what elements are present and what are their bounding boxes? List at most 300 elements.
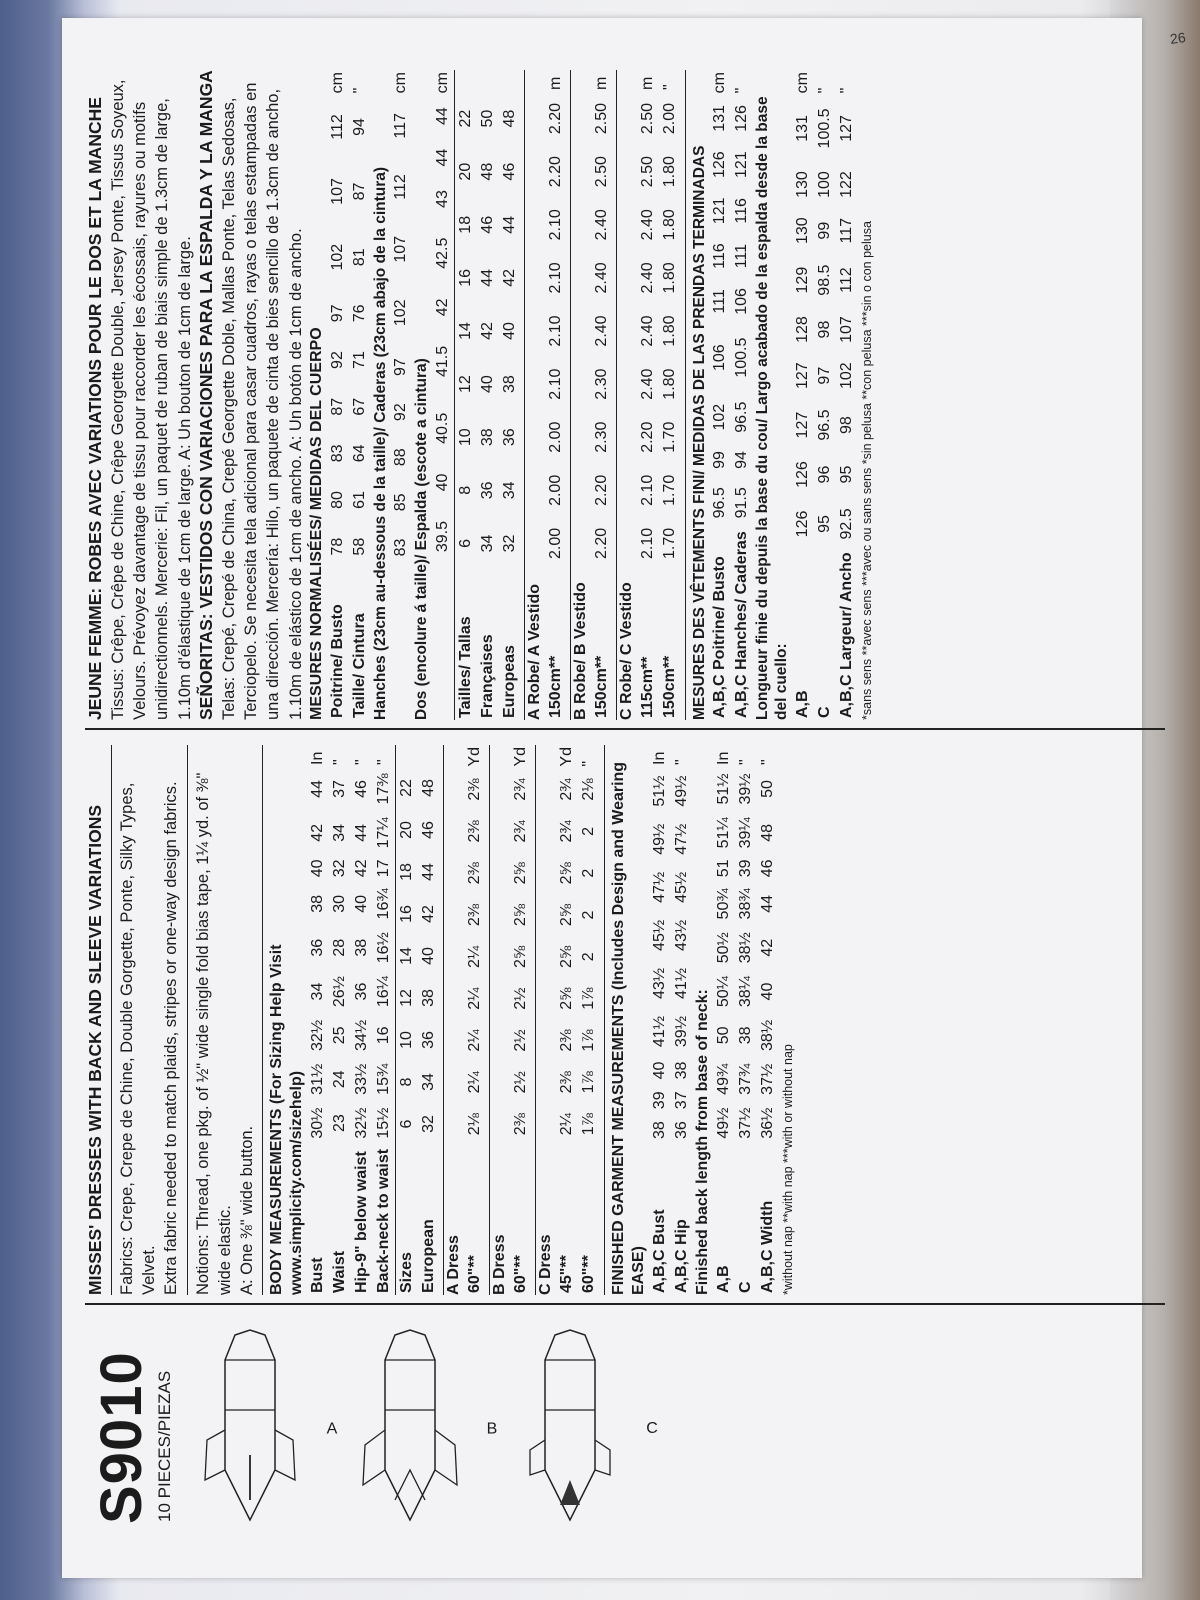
french-spanish-section — [85, 70, 1165, 730]
french-back-length-unit: cm — [793, 72, 811, 94]
english-back-length-cell: 40 — [759, 982, 777, 1001]
french-body-cell: 76 — [350, 304, 368, 323]
french-hip-unit: cm — [392, 72, 410, 94]
french-back-unit: cm — [433, 72, 451, 94]
english-body-cell: 44 — [309, 780, 327, 798]
french-body-cell: 87 — [350, 182, 368, 201]
pattern-header-strip — [85, 1351, 1165, 1530]
english-back-length-cell: 46 — [759, 859, 777, 878]
french-back-length-cell: 100 — [815, 171, 833, 198]
english-body-title: BODY MEASUREMENTS (For Sizing Help Visit www.simplicity.com/sizehelp) — [268, 944, 306, 1295]
english-back-length-cell: 37¾ — [737, 1063, 755, 1095]
english-yardage-cell: 2⅜ — [466, 820, 484, 843]
french-back-length-cell: 127 — [793, 362, 811, 390]
table-row — [814, 70, 836, 720]
french-francaises-cell: 50 — [478, 109, 496, 128]
english-yardage-cell: 2¼ — [466, 987, 484, 1010]
french-yardage-cell: 2.20 — [592, 474, 610, 506]
english-yardage-cell: 2⅝ — [512, 945, 530, 968]
english-back-length-row-label: C — [737, 1281, 755, 1293]
english-european-row-label: European — [420, 1219, 438, 1293]
french-body-cell: 78 — [328, 537, 346, 556]
french-body-cell: 64 — [350, 444, 368, 463]
english-yardage — [443, 745, 600, 1295]
french-europeas-cell: 46 — [500, 162, 518, 181]
english-back-length-cell: 39½ — [737, 773, 755, 805]
french-yardage-view-table — [545, 70, 567, 720]
french-europeas-cell: 32 — [500, 534, 518, 553]
table-row — [545, 70, 567, 720]
english-yardage-cell: 1⅞ — [580, 987, 598, 1010]
french-back-length-cell: 95 — [815, 515, 833, 533]
english-body-cell: 34½ — [353, 1019, 371, 1051]
english-yardage-cell: 2⅜ — [466, 903, 484, 927]
french-finished-cell: 91.5 — [733, 487, 750, 519]
english-back-length-cell: 49¾ — [715, 1063, 733, 1095]
french-finished-cell: 106 — [733, 288, 750, 315]
french-hip-cell: 117 — [392, 113, 410, 139]
french-body-cell: 102 — [328, 243, 346, 271]
english-body-cell: 15¾ — [375, 1063, 393, 1095]
french-sizes-row-label: Tailles/ Tallas — [454, 570, 477, 720]
english-yardage-row-label: 60"** — [512, 1255, 530, 1293]
english-back-length-row-label: A,B — [715, 1265, 733, 1293]
french-sizes-cell: 20 — [454, 145, 477, 198]
english-yardage-view-heading: A Dress — [443, 745, 464, 1295]
english-sizes-cell: 10 — [396, 1019, 419, 1061]
english-body-unit: In — [309, 751, 327, 765]
french-sizes-cell: 14 — [454, 304, 477, 357]
french-francaises-cell: 44 — [478, 269, 496, 287]
english-yardage-row-label: 60"** — [580, 1255, 598, 1293]
english-finished-cell: 49½ — [673, 775, 691, 807]
french-back-length-cell: 98 — [815, 320, 833, 339]
french-yardage-cell: 2.20 — [638, 421, 656, 453]
french-sizes-cell: 12 — [454, 358, 477, 411]
table-row — [713, 745, 735, 1295]
french-europeas-cell: 36 — [500, 428, 518, 447]
english-sizes-row-label: Sizes — [396, 1145, 419, 1295]
french-yardage-cell: 2.00 — [660, 103, 678, 135]
french-sizes-table — [454, 70, 521, 720]
english-body-cell: 16¼ — [375, 975, 393, 1008]
english-yardage-cell: 2 — [580, 952, 598, 962]
french-europeas-row-label: Europeas — [500, 645, 518, 718]
english-yardage-unit: Yd — [512, 747, 530, 767]
english-finished-cell: 41½ — [651, 1015, 669, 1048]
english-notions-a: A: One ⅜" wide button. — [238, 1125, 257, 1295]
english-finished-cell: 36 — [673, 1121, 691, 1139]
english-body-cell: 31½ — [309, 1063, 327, 1095]
french-hip-cell: 83 — [392, 538, 410, 557]
french-yardage-row-label: 150cm** — [546, 655, 564, 718]
french-europeas-cell: 42 — [500, 269, 518, 287]
english-back-length-cell: 38½ — [737, 932, 755, 964]
french-finished-unit: cm — [711, 72, 728, 94]
french-sizes-cell: 10 — [454, 411, 477, 464]
french-hip-cell: 107 — [392, 235, 410, 263]
french-back-length-row-label: A,B,C Largeur/ Ancho — [837, 552, 855, 718]
english-yardage-cell: 2⅝ — [558, 945, 576, 968]
french-yardage-unit: m — [592, 76, 610, 90]
english-body-cell: 40 — [353, 894, 371, 913]
french-yardage-cell: 2.40 — [592, 209, 610, 241]
english-body-cell: 32 — [331, 859, 349, 878]
english-sizes-cell: 6 — [396, 1103, 419, 1145]
french-back-length-row-label: C — [815, 706, 833, 718]
table-row — [735, 745, 757, 1295]
french-title: JEUNE FEMME: ROBES AVEC VARIATIONS POUR LE DOS ET LA MANCHE — [85, 97, 105, 720]
french-body-cell: 107 — [328, 178, 346, 205]
english-back-length-cell: 39¼ — [737, 817, 755, 849]
english-sizes-cell: 16 — [396, 893, 419, 935]
english-body-row-label: Bust — [309, 1257, 327, 1293]
french-hip-cell: 102 — [392, 299, 410, 327]
french-body-cell: 61 — [350, 491, 368, 509]
french-back-cell: 42 — [433, 298, 451, 317]
french-europeas-cell: 44 — [500, 215, 518, 234]
french-yardage-view-table — [637, 70, 681, 720]
english-back-length-cell: 44 — [759, 894, 777, 913]
english-yardage-view-table — [464, 745, 486, 1295]
french-back-length-cell: 122 — [837, 171, 855, 198]
english-yardage-cell: 2¾ — [512, 820, 530, 843]
english-body-cell: 42 — [353, 859, 371, 878]
english-yardage-cell: 1⅞ — [580, 1112, 598, 1136]
french-body-unit: cm — [328, 72, 346, 94]
english-body-cell: 34 — [309, 982, 327, 1001]
english-yardage-cell: 2¼ — [466, 945, 484, 968]
english-body-cell: 32½ — [353, 1107, 371, 1139]
pattern-envelope-back — [85, 60, 1165, 1530]
english-notions: Notions: Thread, one pkg. of ½" wide single fold bias tape, 1¼ yd. of ⅜" wide elastic. — [193, 772, 234, 1295]
english-back-length-cell: 50 — [715, 1026, 733, 1045]
french-yardage-view-heading: B Robe/ B Vestido — [570, 70, 591, 720]
french-hip-cell: 88 — [392, 448, 410, 467]
english-yardage-cell: 2⅜ — [558, 1029, 576, 1052]
english-back-length-unit: In — [715, 751, 733, 765]
french-body-title: MESURES NORMALISÉES/ MEDIDAS DEL CUERPO — [307, 327, 325, 720]
english-body-cell: 44 — [353, 823, 371, 842]
english-body-cell: 28 — [331, 938, 349, 957]
view-b-back-sketch — [355, 1320, 485, 1530]
english-sizes-cell: 14 — [396, 935, 419, 977]
french-back-length-cell: 127 — [837, 115, 855, 142]
table-row — [578, 745, 600, 1295]
french-europeas-cell: 40 — [500, 322, 518, 340]
french-finished-cell: 131 — [711, 105, 728, 132]
english-yardage-cell: 2¼ — [466, 1029, 484, 1052]
english-finished-cell: 45½ — [651, 919, 669, 951]
french-back-length-cell: 102 — [837, 362, 855, 390]
english-yardage-cell: 2⅛ — [580, 778, 598, 801]
english-body-cell: 16 — [375, 1026, 393, 1045]
french-finished-cell: 96.5 — [711, 487, 728, 519]
french-yardage-cell: 2.10 — [546, 262, 564, 294]
english-body-cell: 38 — [309, 894, 327, 913]
french-finished-cell: 126 — [711, 151, 728, 179]
english-yardage-unit: Yd — [558, 747, 576, 767]
french-back-length-cell: 97 — [815, 366, 833, 385]
french-back-cell: 44 — [433, 148, 451, 167]
french-body-unit: " — [350, 87, 368, 94]
french-back-length-cell: 98.5 — [815, 264, 833, 296]
english-body-cell: 17¼ — [375, 817, 393, 849]
view-b-label: B — [486, 1420, 498, 1438]
english-back-length-row-label: A,B,C Width — [759, 1200, 777, 1293]
french-back-length-cell: 95 — [837, 465, 855, 484]
french-back-length-cell: 117 — [837, 217, 855, 244]
french-body-cell: 80 — [328, 491, 346, 509]
french-yardage-cell: 2.40 — [638, 209, 656, 241]
english-fabrics-note: Extra fabric needed to match plaids, stripes or one-way design fabrics. — [162, 781, 181, 1295]
french-yardage-cell: 2.40 — [638, 262, 656, 294]
french-sizes-cell: 18 — [454, 198, 477, 251]
english-yardage-cell: 1⅞ — [580, 1071, 598, 1094]
french-yardage-cell: 2.10 — [638, 527, 656, 560]
french-body-cell: 112 — [328, 114, 346, 140]
french-francaises-cell: 38 — [478, 428, 496, 447]
french-finished-cell: 100.5 — [733, 337, 750, 378]
french-yardage-cell: 1.80 — [660, 262, 678, 294]
french-body-cell: 71 — [350, 351, 368, 369]
french-finished-table — [709, 70, 753, 720]
french-yardage-cell: 1.80 — [660, 315, 678, 347]
english-yardage-cell: 2¼ — [558, 1112, 576, 1136]
english-footnote: *without nap **with nap ***with or without nap — [781, 1044, 796, 1295]
english-body-unit: " — [353, 759, 371, 765]
english-yardage-cell: 2⅛ — [466, 1112, 484, 1136]
english-body-cell: 17 — [375, 859, 393, 878]
english-european-cell: 34 — [420, 1073, 438, 1091]
english-finished-cell: 49½ — [651, 823, 669, 855]
english-finished-cell: 39 — [651, 1091, 669, 1110]
english-finished-cell: 40 — [651, 1061, 669, 1080]
french-yardage-row-label: 150cm** — [592, 655, 610, 718]
french-yardage-cell: 2.50 — [592, 156, 610, 188]
english-european-cell: 48 — [420, 779, 438, 797]
english-yardage-view-heading: C Dress — [535, 745, 556, 1295]
french-back-length-cell: 128 — [793, 316, 811, 343]
english-yardage-view-table — [510, 745, 532, 1295]
english-yardage-cell: 2¾ — [558, 778, 576, 801]
french-yardage-cell: 2.20 — [592, 527, 610, 560]
english-yardage-cell: 2⅝ — [558, 862, 576, 885]
french-yardage-unit: m — [546, 76, 564, 90]
french-back-length-cell: 126 — [793, 510, 811, 538]
english-yardage-cell: 2 — [580, 868, 598, 878]
french-finished-cell: 126 — [733, 105, 750, 132]
english-yardage-cell: 2⅝ — [512, 903, 530, 927]
english-finished-cell: 41½ — [673, 967, 691, 1000]
english-back-length-cell: 39 — [737, 859, 755, 878]
french-francaises-cell: 36 — [478, 481, 496, 500]
english-finished-unit: In — [651, 751, 669, 765]
table-row — [591, 70, 613, 720]
french-back-length-cell: 126 — [793, 461, 811, 488]
french-francaises-cell: 40 — [478, 375, 496, 394]
french-yardage-view-heading: C Robe/ C Vestido — [616, 70, 637, 720]
english-body-cell: 42 — [309, 823, 327, 842]
table-row — [327, 70, 349, 720]
french-back-length-unit: " — [837, 87, 855, 94]
english-sizes-table — [395, 745, 440, 1295]
english-sizes-cell: 20 — [396, 809, 419, 851]
english-fabrics: Fabrics: Crepe, Crepe de Chine, Double Gorgette, Ponte, Silky Types, Velvet. — [117, 782, 159, 1295]
english-european-cell: 32 — [420, 1115, 438, 1133]
english-yardage-cell: 2½ — [512, 1071, 530, 1094]
french-yardage-cell: 2.50 — [592, 103, 610, 135]
english-european-unit — [418, 745, 440, 767]
english-body-cell: 16½ — [375, 932, 393, 964]
french-back-cell: 44 — [433, 107, 451, 125]
view-c-back-sketch — [515, 1320, 645, 1530]
table-row — [649, 745, 671, 1295]
english-back-length-table — [713, 745, 779, 1295]
french-francaises-cell: 42 — [478, 322, 496, 340]
french-finished-row-label: A,B,C Hanches/ Caderas — [733, 531, 750, 718]
english-body-cell: 15½ — [375, 1107, 393, 1139]
french-europeas-cell: 48 — [500, 109, 518, 128]
french-back-length-cell: 99 — [815, 221, 833, 240]
english-back-length-title: Finished back length from base of neck: — [694, 989, 712, 1295]
english-body-unit: " — [375, 759, 393, 765]
french-finished-cell: 116 — [733, 198, 750, 224]
english-body-cell: 36 — [353, 982, 371, 1001]
french-finished-title: MESURES DES VÊTEMENTS FINI/ MEDIDAS DE LAS PRENDAS TERMINADAS — [690, 145, 708, 720]
english-yardage-unit: " — [580, 760, 598, 767]
english-body-cell: 32½ — [309, 1019, 327, 1051]
table-row — [349, 70, 371, 720]
french-francaises-unit — [477, 70, 499, 92]
french-finished-cell: 111 — [733, 243, 750, 269]
french-yardage-cell: 2.50 — [638, 156, 656, 188]
french-yardage-cell: 1.80 — [660, 209, 678, 241]
french-francaises-row-label: Françaises — [478, 634, 496, 718]
english-european-cell: 42 — [420, 905, 438, 923]
english-yardage-row-label: 45"** — [558, 1255, 576, 1293]
english-body-cell: 37 — [331, 780, 349, 798]
french-back-length-cell: 98 — [837, 416, 855, 434]
english-back-length-cell: 50¼ — [715, 975, 733, 1008]
french-finished-cell: 111 — [711, 289, 728, 314]
english-sizes-cell: 12 — [396, 977, 419, 1019]
french-finished-cell: 106 — [711, 344, 728, 371]
french-back-length-title: Longueur finie du depuis la base du cou/ Largo acabado de la espalda desde la base del cuello: — [754, 96, 791, 720]
french-back-table — [432, 70, 454, 720]
english-yardage-unit: Yd — [466, 747, 484, 767]
english-back-length-cell: 50¾ — [715, 888, 733, 920]
english-section — [85, 745, 1165, 1305]
french-sizes-cell: 22 — [454, 92, 477, 145]
french-back-title: Dos (encolure á taille)/ Espalda (escote a cintura) — [413, 358, 431, 720]
french-back-length-cell: 130 — [793, 217, 811, 245]
french-yardage-cell: 2.20 — [546, 103, 564, 135]
english-finished-cell: 38 — [673, 1061, 691, 1080]
french-footnote: *sans sens **avec sens ***avec ou sans sens *sin pelusa **con pelusa ***sin o con pelusa — [859, 221, 874, 720]
french-yardage-cell: 2.40 — [592, 262, 610, 294]
english-body-cell: 26½ — [331, 975, 349, 1008]
french-yardage-unit: " — [660, 84, 678, 90]
english-finished-cell: 43½ — [651, 967, 669, 1000]
english-back-length-cell: 38 — [737, 1026, 755, 1045]
spanish-title: SEÑORITAS: VESTIDOS CON VARIACIONES PARA LA ESPALDA Y LA MANGA — [195, 70, 216, 720]
english-yardage-cell: 2⅝ — [512, 862, 530, 885]
french-yardage-cell: 2.10 — [638, 474, 656, 506]
french-finished-cell: 94 — [733, 451, 750, 469]
french-yardage-cell: 2.30 — [592, 368, 610, 400]
french-back-row-label — [432, 570, 454, 720]
table-row — [454, 70, 477, 720]
english-finished-row-label: A,B,C Bust — [651, 1209, 669, 1293]
pattern-number: S9010 — [89, 1351, 154, 1524]
french-body-cell: 67 — [350, 397, 368, 416]
french-hip-cell: 112 — [392, 174, 410, 200]
english-back-length-cell: 50½ — [715, 932, 733, 964]
table-row — [709, 70, 731, 720]
french-back-length-cell: 127 — [793, 411, 811, 439]
pieces-label: 10 PIECES/PIEZAS — [155, 1370, 174, 1522]
french-finished-cell: 121 — [711, 197, 728, 225]
french-back-length-cell: 130 — [793, 171, 811, 198]
english-sizes-cell: 8 — [396, 1061, 419, 1103]
english-european-cell: 44 — [420, 863, 438, 881]
english-back-length-cell: 38¾ — [737, 888, 755, 920]
french-back-length-cell: 100.5 — [815, 108, 833, 149]
english-yardage-cell: 2⅝ — [558, 987, 576, 1010]
french-yardage-cell: 2.20 — [546, 156, 564, 188]
french-yardage — [524, 70, 681, 720]
english-yardage-cell: 2¾ — [512, 778, 530, 801]
french-europeas-unit — [499, 70, 521, 92]
french-yardage-view-heading: A Robe/ A Vestido — [524, 70, 545, 720]
french-finished-cell: 116 — [711, 243, 728, 269]
english-yardage-view-heading: B Dress — [489, 745, 510, 1295]
french-back-length-cell: 131 — [793, 115, 811, 142]
english-back-length-cell: 38¼ — [737, 975, 755, 1008]
english-yardage-cell: 2 — [580, 826, 598, 836]
french-body-cell: 92 — [328, 351, 346, 369]
table-row — [351, 745, 373, 1295]
english-yardage-cell: 2⅜ — [466, 862, 484, 885]
english-yardage-cell: 2⅜ — [512, 1112, 530, 1136]
english-body-row-label: Hip-9" below waist — [353, 1151, 371, 1293]
english-body-cell: 30½ — [309, 1107, 327, 1139]
french-fabrics: Tissus: Crêpe, Crêpe de Chine, Crêpe Georgette Double, Jersey Ponte, Tissus Soyeux, Velours. Prévoyez davantage de tissu pour raccorder les écossais, rayures ou motifs unidirectionnels. Mercerie: Fil, un paquet de ruban de biais simple de 1.3cm de large, 1.10m d'élastique de 1cm de large. A: Un bouton de 1cm de large. — [108, 79, 194, 720]
english-body-cell: 30 — [331, 894, 349, 913]
table-row — [307, 745, 329, 1295]
french-yardage-cell: 1.70 — [660, 421, 678, 453]
english-back-length-cell: 36½ — [759, 1107, 777, 1139]
french-finished-cell: 96.5 — [733, 401, 750, 433]
french-sizes-cell: 6 — [454, 517, 477, 570]
french-back-length-cell: 107 — [837, 316, 855, 343]
french-back-length-table — [792, 70, 858, 720]
french-yardage-unit: m — [638, 76, 656, 90]
french-back-length-cell: 129 — [793, 266, 811, 294]
english-sizes-cell: 18 — [396, 851, 419, 893]
english-body-cell: 38 — [353, 938, 371, 957]
english-back-length-cell: 38½ — [759, 1019, 777, 1051]
english-back-length-cell: 37½ — [737, 1107, 755, 1139]
table-row — [477, 70, 499, 720]
french-yardage-cell: 2.10 — [546, 209, 564, 241]
english-sizes-unit — [396, 745, 419, 767]
french-body-cell: 81 — [350, 248, 368, 267]
english-finished-cell: 45½ — [673, 871, 691, 903]
table-row — [418, 745, 440, 1295]
french-yardage-cell: 2.10 — [546, 368, 564, 400]
